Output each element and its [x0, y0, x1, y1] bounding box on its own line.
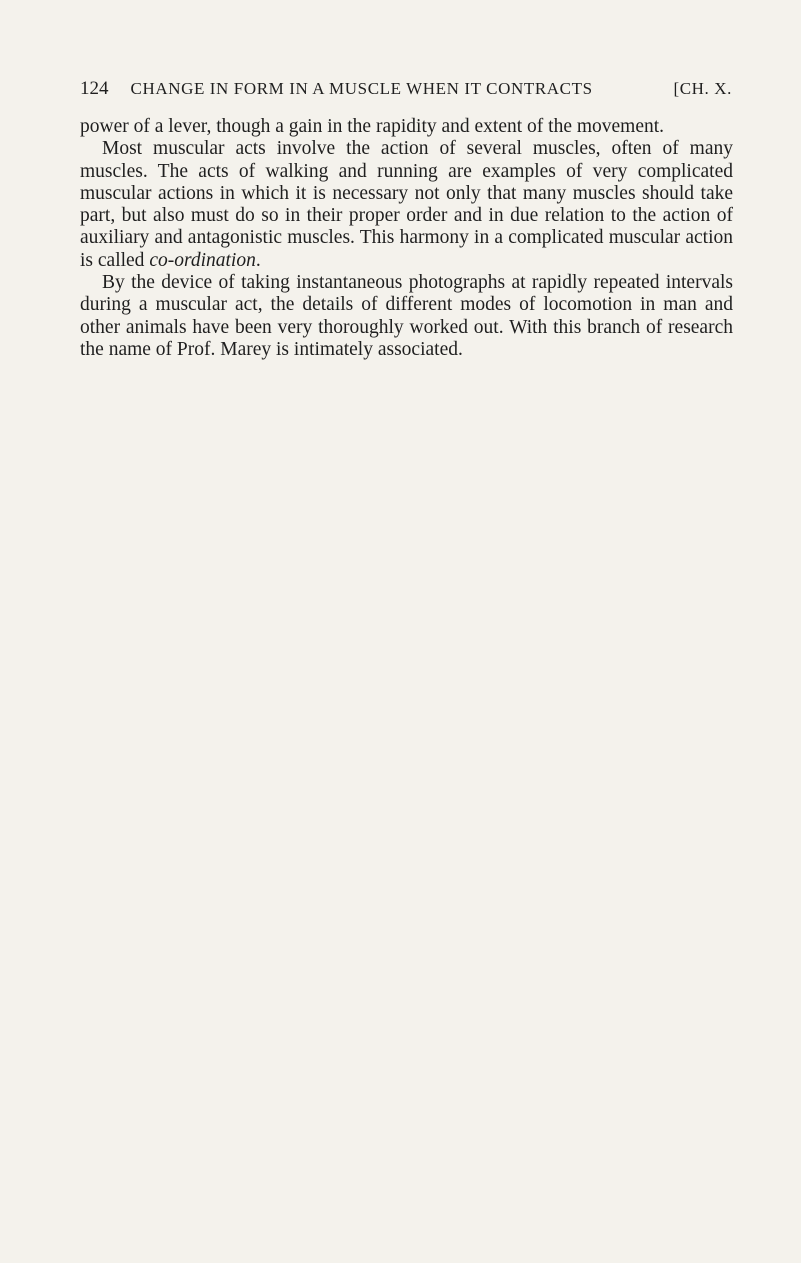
- chapter-running-title: CHANGE IN FORM IN A MUSCLE WHEN IT CONTRACTS: [130, 79, 593, 98]
- body-text: [80, 116, 733, 361]
- paragraph-continuation: power of a lever, though a gain in the rapidity and extent of the movement.: [80, 116, 665, 137]
- chapter-marker: [CH. X.: [673, 79, 732, 98]
- paragraph-text: Most muscular acts involve the action of several muscles, often of many muscles. The acts of walking and running are examples of very complicated muscular actions in which it is necessary not only that many muscles should take part, but also must do so in their proper order and in due relation to the action of auxiliary and antagonistic muscles. This harmony in a complicated muscular action is called: [80, 138, 733, 271]
- paragraph-photography: By the device of taking instantaneous photographs at rapidly repeated intervals during a muscular act, the details of different modes of locomotion in man and other animals have been very thoroughly worked out. With this branch of research the name of Prof. Marey is intimately associated.: [80, 272, 733, 360]
- paragraph-coordination: [80, 138, 733, 272]
- emphasis-term: co-ordination: [149, 249, 256, 271]
- paragraph-text-end: .: [255, 249, 261, 271]
- running-header: [80, 78, 732, 104]
- page-number: 124: [80, 78, 109, 99]
